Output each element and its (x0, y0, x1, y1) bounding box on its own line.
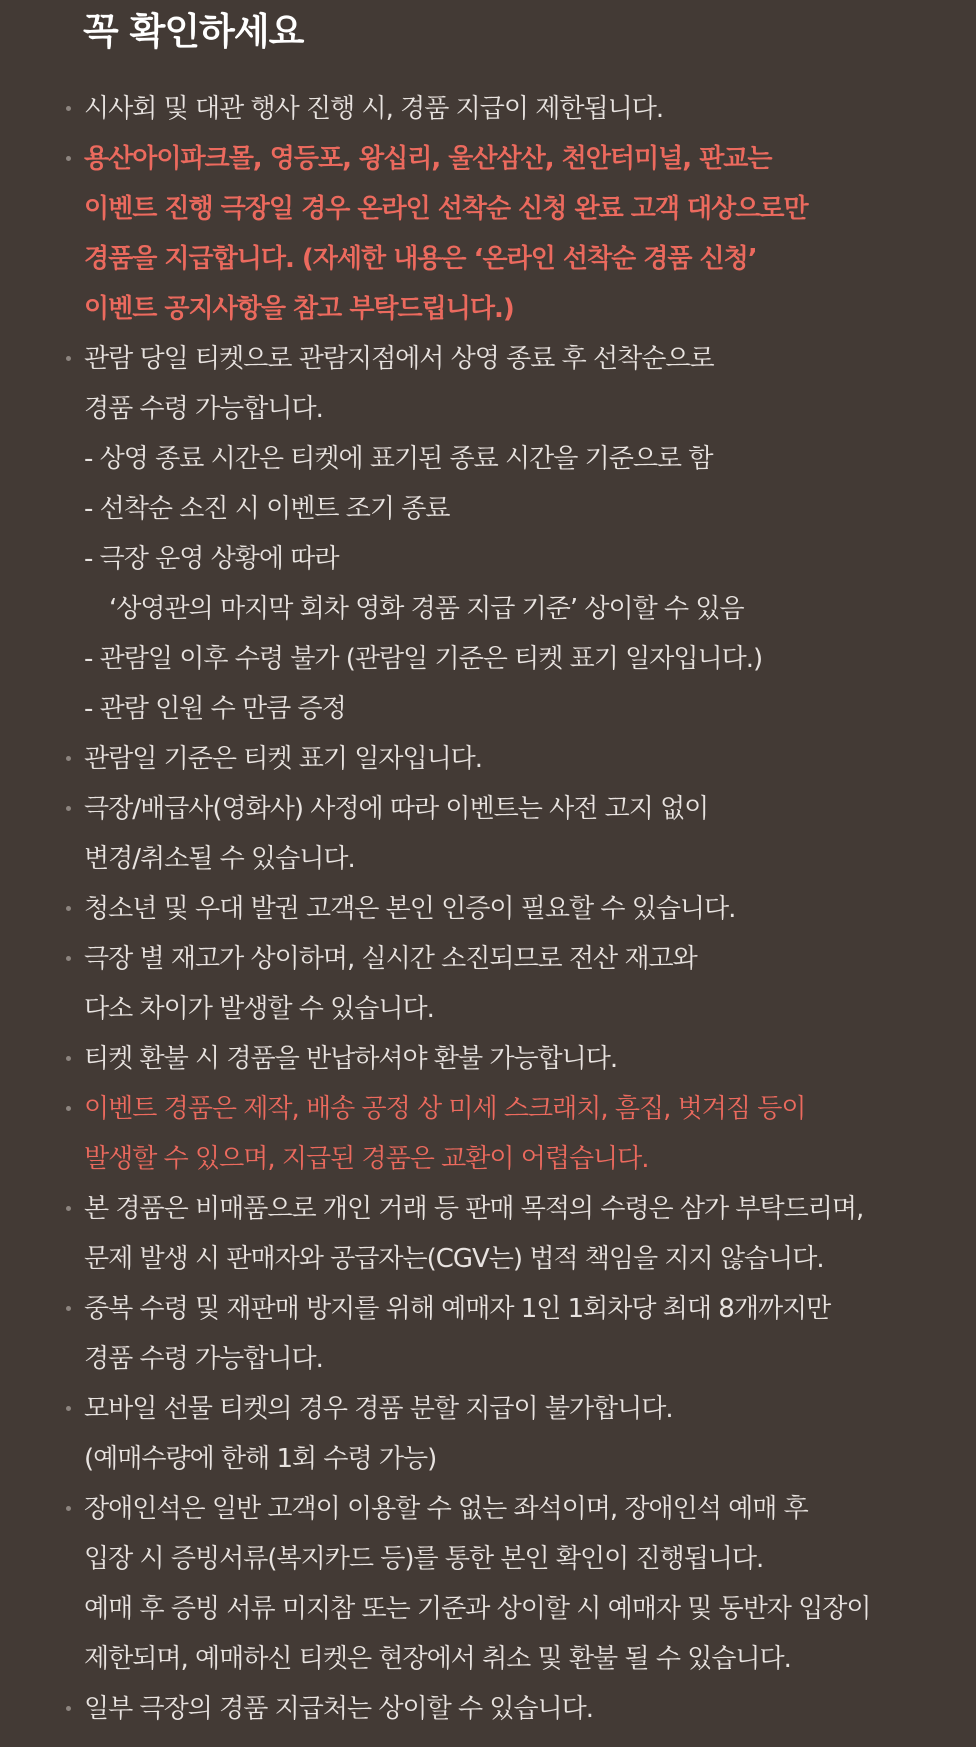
notice-item-text: 변경/취소될 수 있습니다. (84, 844, 355, 874)
bullet-dot (66, 756, 71, 761)
notice-item-text: 이벤트 진행 극장일 경우 온라인 선착순 신청 완료 고객 대상으로만 (84, 194, 808, 224)
bullet-dot (66, 356, 71, 361)
notice-item-refund (0, 1034, 976, 1084)
notice-subitem-end-time (0, 434, 976, 484)
notice-item-defects (0, 1084, 976, 1184)
bullet-dot (66, 1106, 71, 1111)
bullet-dot (66, 1306, 71, 1311)
notice-item-text: 이벤트 경품은 제작, 배송 공정 상 미세 스크래치, 흠집, 벗겨짐 등이 (84, 1094, 806, 1124)
notice-item-text: 중복 수령 및 재판매 방지를 위해 예매자 1인 1회차당 최대 8개까지만 (84, 1294, 831, 1324)
bullet-dot (66, 1206, 71, 1211)
notice-subitem-theater-situation (0, 534, 976, 634)
notice-item-change-cancel (0, 784, 976, 884)
notice-item-text: 발생할 수 있으며, 지급된 경품은 교환이 어렵습니다. (84, 1144, 649, 1174)
notice-item-text: - 선착순 소진 시 이벤트 조기 종료 (84, 494, 450, 524)
bullet-dot (66, 1406, 71, 1411)
notice-item-text: 문제 발생 시 판매자와 공급자는(CGV는) 법적 책임을 지지 않습니다. (84, 1244, 824, 1274)
notice-item-text: 제한되며, 예매하신 티켓은 현장에서 취소 및 환불 될 수 있습니다. (84, 1644, 791, 1674)
bullet-dot (66, 1056, 71, 1061)
notice-subitem-per-person (0, 684, 976, 734)
bullet-dot (66, 806, 71, 811)
bullet-dot (66, 156, 71, 161)
bullet-dot (66, 106, 71, 111)
notice-item-text: 관람 당일 티켓으로 관람지점에서 상영 종료 후 선착순으로 (84, 344, 714, 374)
notice-item-text: 입장 시 증빙서류(복지카드 등)를 통한 본인 확인이 진행됩니다. (84, 1544, 764, 1574)
bullet-dot (66, 1506, 71, 1511)
notice-item-text: 경품 수령 가능합니다. (84, 1344, 323, 1374)
notice-subitem-early-end (0, 484, 976, 534)
notice-item-stock (0, 934, 976, 1034)
notice-item-text: - 관람 인원 수 만큼 증정 (84, 694, 346, 724)
notice-item-text: ‘상영관의 마지막 회차 영화 경품 지급 기준’ 상이할 수 있음 (109, 594, 744, 624)
notice-item-mobile-gift (0, 1384, 976, 1484)
notice-item-text: 일부 극장의 경품 지급처는 상이할 수 있습니다. (84, 1694, 594, 1724)
bullet-dot (66, 956, 71, 961)
notice-item-pickup (0, 334, 976, 434)
notice-item-text: 관람일 기준은 티켓 표기 일자입니다. (84, 744, 483, 774)
notice-item-accessible-seat (0, 1484, 976, 1684)
notice-item-youth-verification (0, 884, 976, 934)
notice-item-not-for-sale (0, 1184, 976, 1284)
notice-item-text: 경품 수령 가능합니다. (84, 394, 323, 424)
notice-item-text: (예매수량에 한해 1회 수령 가능) (84, 1444, 437, 1474)
notice-title: 꼭 확인하세요 (83, 10, 304, 53)
notice-item-text: 티켓 환불 시 경품을 반납하셔야 환불 가능합니다. (84, 1044, 618, 1074)
notice-item-text: 극장 별 재고가 상이하며, 실시간 소진되므로 전산 재고와 (84, 944, 697, 974)
notice-item-view-date (0, 734, 976, 784)
notice-item-text: - 극장 운영 상황에 따라 (84, 544, 339, 574)
notice-item-text: - 관람일 이후 수령 불가 (관람일 기준은 티켓 표기 일자입니다.) (84, 644, 763, 674)
notice-item-text: 청소년 및 우대 발권 고객은 본인 인증이 필요할 수 있습니다. (84, 894, 736, 924)
notice-item-online-first-come (0, 134, 976, 334)
notice-item-text: 시사회 및 대관 행사 진행 시, 경품 지급이 제한됩니다. (84, 94, 664, 124)
notice-item-text: 장애인석은 일반 고객이 이용할 수 없는 좌석이며, 장애인석 예매 후 (84, 1494, 808, 1524)
notice-item-limit (0, 1284, 976, 1384)
notice-item-text: 예매 후 증빙 서류 미지참 또는 기준과 상이할 시 예매자 및 동반자 입장이 (84, 1594, 871, 1624)
notice-item-text: 용산아이파크몰, 영등포, 왕십리, 울산삼산, 천안터미널, 판교는 (84, 144, 772, 174)
notice-item-pickup-location (0, 1684, 976, 1734)
notice-item-text: 극장/배급사(영화사) 사정에 따라 이벤트는 사전 고지 없이 (84, 794, 709, 824)
notice-item-text: 모바일 선물 티켓의 경우 경품 분할 지급이 불가합니다. (84, 1394, 673, 1424)
bullet-dot (66, 906, 71, 911)
notice-list (0, 84, 976, 1734)
notice-item-text: - 상영 종료 시간은 티켓에 표기된 종료 시간을 기준으로 함 (84, 444, 713, 474)
notice-subitem-no-later-pickup (0, 634, 976, 684)
notice-item-event-restriction (0, 84, 976, 134)
notice-item-text: 이벤트 공지사항을 참고 부탁드립니다.) (84, 294, 514, 324)
notice-item-text: 본 경품은 비매품으로 개인 거래 등 판매 목적의 수령은 삼가 부탁드리며, (84, 1194, 864, 1224)
notice-item-text: 다소 차이가 발생할 수 있습니다. (84, 994, 434, 1024)
bullet-dot (66, 1706, 71, 1711)
notice-item-text: 경품을 지급합니다. (자세한 내용은 ‘온라인 선착순 경품 신청’ (84, 244, 757, 274)
